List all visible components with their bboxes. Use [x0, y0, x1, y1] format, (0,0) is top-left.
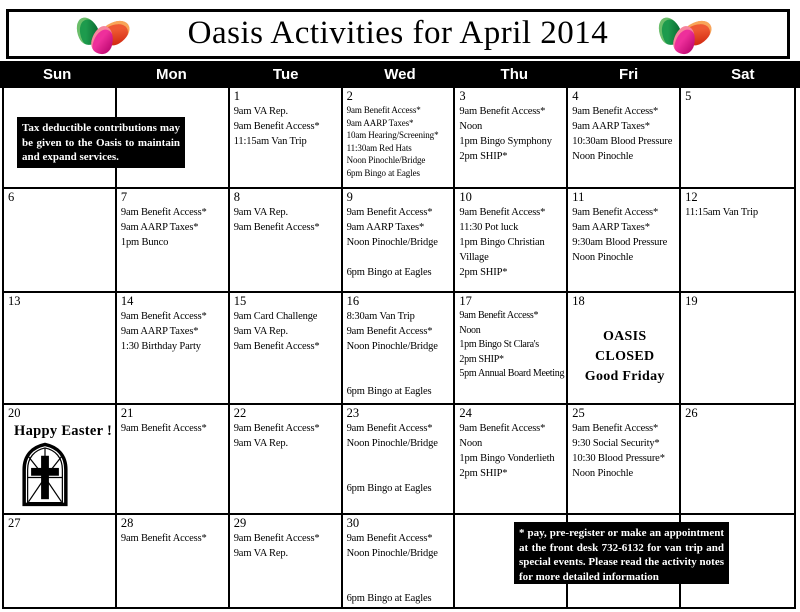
date-number: 9 [346, 190, 353, 204]
calendar-cell-18 [568, 293, 681, 405]
date-number: 20 [8, 406, 21, 420]
event-line: Noon Pinochle/Bridge [346, 438, 438, 449]
event-line: 11:15am Van Trip [233, 136, 307, 147]
event-line: 11:15am Van Trip [685, 207, 759, 218]
event-line: 6pm Bingo at Eagles [346, 483, 432, 494]
event-line: 9am Benefit Access* [459, 106, 546, 117]
calendar-cell-3 [455, 88, 568, 189]
calendar-cell-6 [4, 189, 117, 293]
event-line: 9am AARP Taxes* [120, 326, 199, 337]
event-line: 9am Benefit Access* [572, 423, 659, 434]
contributions-note: Tax deductible contributions may be given to the Oasis to maintain and expand services. [17, 117, 185, 168]
date-number: 24 [459, 406, 472, 420]
event-line: 9am Benefit Access* [346, 533, 433, 544]
day-header-sun: Sun [42, 66, 72, 83]
date-number: 16 [346, 294, 360, 308]
event-line: 9am Benefit Access* [233, 423, 320, 434]
date-number [121, 89, 226, 104]
event-line: 9am Benefit Access* [233, 533, 320, 544]
date-number: 17 [459, 294, 472, 308]
event-line: Noon Pinochle [572, 468, 634, 479]
calendar-cell-23 [343, 405, 456, 515]
event-line: 9am Benefit Access* [346, 326, 433, 337]
event-line: Noon Pinochle/Bridge [346, 548, 438, 559]
event-line: 9am Card Challenge [233, 311, 318, 322]
event-line [347, 354, 452, 369]
event-line [347, 576, 452, 591]
event-line: 9am Benefit Access* [233, 341, 320, 352]
event-line: 6pm Bingo at Eagles [346, 167, 420, 178]
calendar-cell-27 [4, 515, 117, 607]
date-number: 12 [685, 190, 698, 204]
event-line: 6pm Bingo at Eagles [346, 386, 432, 397]
date-number: 25 [572, 406, 585, 420]
day-header-fri: Fri [618, 66, 639, 83]
day-header-mon: Mon [156, 66, 187, 83]
event-line: 9am VA Rep. [233, 548, 288, 559]
event-line: 9am Benefit Access* [120, 207, 207, 218]
day-header-row [0, 61, 800, 88]
event-line: 9am AARP Taxes* [572, 222, 650, 233]
event-line: 1pm Bunco [120, 237, 169, 248]
event-line: 2pm SHIP* [459, 267, 508, 278]
date-number: 23 [346, 406, 360, 420]
event-line: 9:30am Blood Pressure [572, 237, 668, 248]
event-line: 1:30 Birthday Party [120, 341, 201, 352]
date-number: 4 [572, 89, 579, 103]
page-title: Oasis Activities for April 2014 [187, 14, 609, 51]
calendar-cell-14 [117, 293, 230, 405]
date-number: 29 [233, 516, 247, 530]
event-line: 10am Hearing/Screening* [346, 130, 439, 140]
event-line: 9am Benefit Access* [233, 222, 320, 233]
event-line: 9am Benefit Access* [233, 121, 320, 132]
calendar-cell-21 [117, 405, 230, 515]
calendar-cell-16 [343, 293, 456, 405]
calendar-cell-24 [455, 405, 568, 515]
event-line: 2pm SHIP* [459, 468, 508, 479]
day-header-sat: Sat [731, 66, 755, 83]
event-line: 9am AARP Taxes* [572, 121, 650, 132]
calendar-cell-17 [455, 293, 568, 405]
stained-glass-window-icon [18, 441, 113, 512]
date-number: 13 [8, 294, 21, 308]
date-number: 18 [572, 294, 585, 308]
event-line: 11:30 Pot luck [459, 222, 519, 233]
event-line: 9am VA Rep. [233, 438, 288, 449]
date-number: 21 [120, 406, 134, 420]
event-line: 8:30am Van Trip [346, 311, 415, 322]
event-line: 9am Benefit Access* [346, 207, 433, 218]
date-number: 8 [233, 190, 240, 204]
event-line: Noon Pinochle [572, 252, 634, 263]
event-line [347, 250, 452, 265]
event-line: 9am Benefit Access* [572, 106, 659, 117]
calendar-cell-9 [343, 189, 456, 293]
event-line: Noon [459, 324, 481, 336]
event-line: 9am Benefit Access* [120, 423, 207, 434]
event-line: 9am Benefit Access* [459, 207, 546, 218]
date-number: 14 [120, 294, 134, 308]
event-line: 6pm Bingo at Eagles [346, 593, 432, 604]
event-line: 9am Benefit Access* [459, 423, 546, 434]
calendar-cell-1 [230, 88, 343, 189]
calendar-cell-30 [343, 515, 456, 607]
day-header-thu: Thu [500, 66, 529, 83]
easter-eggs-icon [75, 15, 131, 59]
calendar-cell-15 [230, 293, 343, 405]
event-line [347, 561, 452, 576]
event-line: 9am VA Rep. [233, 326, 288, 337]
date-number: 15 [233, 294, 247, 308]
calendar-cell-22 [230, 405, 343, 515]
event-line: 6pm Bingo at Eagles [346, 267, 432, 278]
event-line: Noon Pinochle/Bridge [346, 341, 438, 352]
day-header-tue: Tue [272, 66, 299, 83]
date-number: 2 [346, 89, 353, 103]
event-line: 9am Benefit Access* [572, 207, 659, 218]
date-number: 22 [233, 406, 247, 420]
calendar-cell-26 [681, 405, 794, 515]
closed-notice-line: OASIS CLOSED [595, 329, 655, 364]
calendar-cell-19 [681, 293, 794, 405]
date-number [8, 89, 113, 104]
event-line: Noon Pinochle/Bridge [346, 237, 438, 248]
event-line: 9am AARP Taxes* [120, 222, 199, 233]
event-line: 9am Benefit Access* [459, 310, 539, 321]
date-number: 7 [120, 190, 128, 204]
date-number: 5 [685, 89, 692, 103]
date-number: 27 [8, 516, 21, 530]
calendar-cell-5 [681, 88, 794, 189]
date-number: 30 [346, 516, 360, 530]
event-line: 9am Benefit Access* [346, 105, 421, 115]
event-line: 9am Benefit Access* [120, 533, 207, 544]
closed-notice-line: Good Friday [584, 369, 665, 384]
calendar-cell-8 [230, 189, 343, 293]
event-line: 9am VA Rep. [233, 106, 288, 117]
calendar-cell-11 [568, 189, 681, 293]
calendar-cell-25 [568, 405, 681, 515]
date-number: 1 [233, 89, 240, 103]
event-line: 9:30 Social Security* [572, 438, 660, 449]
event-line: Noon Pinochle [572, 151, 634, 162]
calendar-cell-2 [343, 88, 456, 189]
day-header-wed: Wed [384, 66, 416, 83]
event-line: 1pm Bingo St Clara's [459, 339, 539, 350]
event-line [347, 369, 452, 384]
calendar-cell-13 [4, 293, 117, 405]
event-line: Noon [459, 438, 483, 449]
happy-easter-label: Happy Easter ! [14, 423, 113, 439]
calendar-cell-4 [568, 88, 681, 189]
event-line: 2pm SHIP* [459, 353, 504, 365]
date-number: 19 [685, 294, 698, 308]
event-line: 10:30am Blood Pressure [572, 136, 673, 147]
event-line: 9am Benefit Access* [120, 311, 207, 322]
easter-eggs-icon [657, 15, 713, 59]
calendar-cell-29 [230, 515, 343, 607]
event-line: Noon [459, 121, 483, 132]
event-line: 1pm Bingo Vonderlieth [459, 453, 555, 464]
event-line: 9am AARP Taxes* [346, 222, 425, 233]
date-number: 6 [8, 190, 15, 204]
date-number: 26 [685, 406, 698, 420]
event-line: 5pm Annual Board Meeting [459, 368, 565, 379]
date-number: 3 [459, 89, 466, 103]
event-line: 9am Benefit Access* [346, 423, 433, 434]
event-line: 9am VA Rep. [233, 207, 288, 218]
event-line: Noon Pinochle/Bridge [346, 155, 426, 165]
date-number: 28 [120, 516, 134, 530]
calendar-cell-12 [681, 189, 794, 293]
event-line [347, 451, 452, 466]
event-line: 11:30am Red Hats [346, 142, 412, 153]
calendar-cell-20 [4, 405, 117, 515]
calendar-cell-10 [455, 189, 568, 293]
event-line: 1pm Bingo Christian Village [459, 237, 545, 263]
event-line: 10:30 Blood Pressure* [572, 453, 665, 464]
date-number: 11 [572, 190, 585, 204]
event-line [347, 466, 452, 481]
calendar-cell-7 [117, 189, 230, 293]
event-line: 2pm SHIP* [459, 151, 508, 162]
event-line: 9am AARP Taxes* [346, 117, 414, 128]
event-line: 1pm Bingo Symphony [459, 136, 552, 147]
footer-note: * pay, pre-register or make an appointment at the front desk 732-6132 for van trip and special events. Please read the activity notes for more detailed information [514, 522, 729, 584]
title-box [6, 9, 790, 59]
calendar-cell-28 [117, 515, 230, 607]
date-number: 10 [459, 190, 472, 204]
